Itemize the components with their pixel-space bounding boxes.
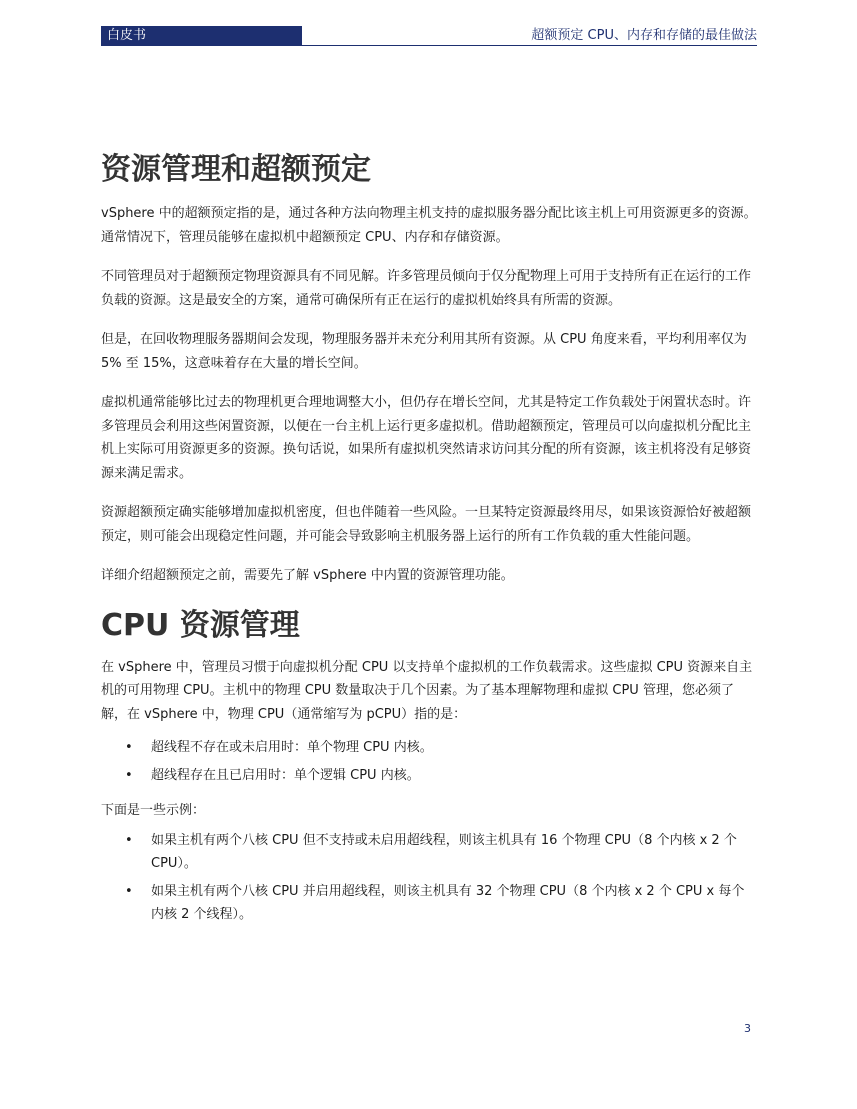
- bullet-list: [101, 829, 757, 927]
- paragraph: 在 vSphere 中，管理员习惯于向虚拟机分配 CPU 以支持单个虚拟机的工作负载需求。这些虚拟 CPU 资源来自主机的可用物理 CPU。主机中的物理 CPU 数量取决于几个因素。为了基本理解物理和虚拟 CPU 管理，您必须了解，在 vSphere 中，物理 CPU（通常缩写为 pCPU）指的是：: [101, 659, 753, 722]
- list-item-text: 超线程存在且已启用时：单个逻辑 CPU 内核。: [151, 767, 420, 783]
- bullet-icon: •: [125, 883, 133, 899]
- list-item-text: 如果主机有两个八核 CPU 但不支持或未启用超线程，则该主机具有 16 个物理 CPU（8 个内核 x 2 个 CPU）。: [151, 832, 737, 871]
- paragraph: 但是，在回收物理服务器期间会发现，物理服务器并未充分利用其所有资源。从 CPU 角度来看，平均利用率仅为 5% 至 15%，这意味着存在大量的增长空间。: [101, 332, 747, 371]
- bullet-icon: •: [125, 832, 133, 848]
- section-title-resource-management: 资源管理和超额预定: [101, 152, 371, 187]
- page-header: [101, 26, 757, 46]
- list-item-text: 超线程不存在或未启用时：单个物理 CPU 内核。: [151, 740, 433, 755]
- list-item-text: 如果主机有两个八核 CPU 并启用超线程，则该主机具有 32 个物理 CPU（8 个内核 x 2 个 CPU x 每个内核 2 个线程）。: [151, 883, 745, 922]
- bullet-icon: •: [125, 767, 133, 783]
- main-content: [101, 148, 757, 931]
- list-item: [101, 829, 757, 876]
- paragraph: vSphere 中的超额预定指的是，通过各种方法向物理主机支持的虚拟服务器分配比该主机上可用资源更多的资源。通常情况下，管理员能够在虚拟机中超额预定 CPU、内存和存储资源。: [101, 206, 757, 245]
- section-title-cpu-resource-management: CPU 资源管理: [101, 607, 300, 643]
- paragraph: 虚拟机通常能够比过去的物理机更合理地调整大小，但仍存在增长空间，尤其是特定工作负载处于闲置状态时。许多管理员会利用这些闲置资源，以便在一台主机上运行更多虚拟机。借助超额预定，管理员可以向虚拟机分配比主机上实际可用资源更多的资源。换句话说，如果所有虚拟机突然请求访问其分配的所有资源，该主机将没有足够资源来满足需求。: [101, 395, 752, 481]
- list-item: [101, 880, 757, 927]
- list-item: [101, 736, 757, 760]
- header-title: 超额预定 CPU、内存和存储的最佳做法: [531, 28, 757, 43]
- paragraph: 资源超额预定确实能够增加虚拟机密度，但也伴随着一些风险。一旦某特定资源最终用尽，如果该资源恰好被超额预定，则可能会出现稳定性问题，并可能会导致影响主机服务器上运行的所有工作负载的重大性能问题。: [101, 505, 752, 544]
- paragraph: 不同管理员对于超额预定物理资源具有不同见解。许多管理员倾向于仅分配物理上可用于支持所有正在运行的工作负载的资源。这是最安全的方案，通常可确保所有正在运行的虚拟机始终具有所需的资源。: [101, 269, 752, 308]
- list-item: [101, 764, 757, 788]
- header-tag: 白皮书: [101, 26, 302, 46]
- page-number: 3: [744, 1022, 751, 1035]
- bullet-icon: •: [125, 740, 133, 755]
- examples-label: 下面是一些示例：: [101, 803, 206, 818]
- bullet-list: [101, 736, 757, 787]
- paragraph: 详细介绍超额预定之前，需要先了解 vSphere 中内置的资源管理功能。: [101, 568, 514, 583]
